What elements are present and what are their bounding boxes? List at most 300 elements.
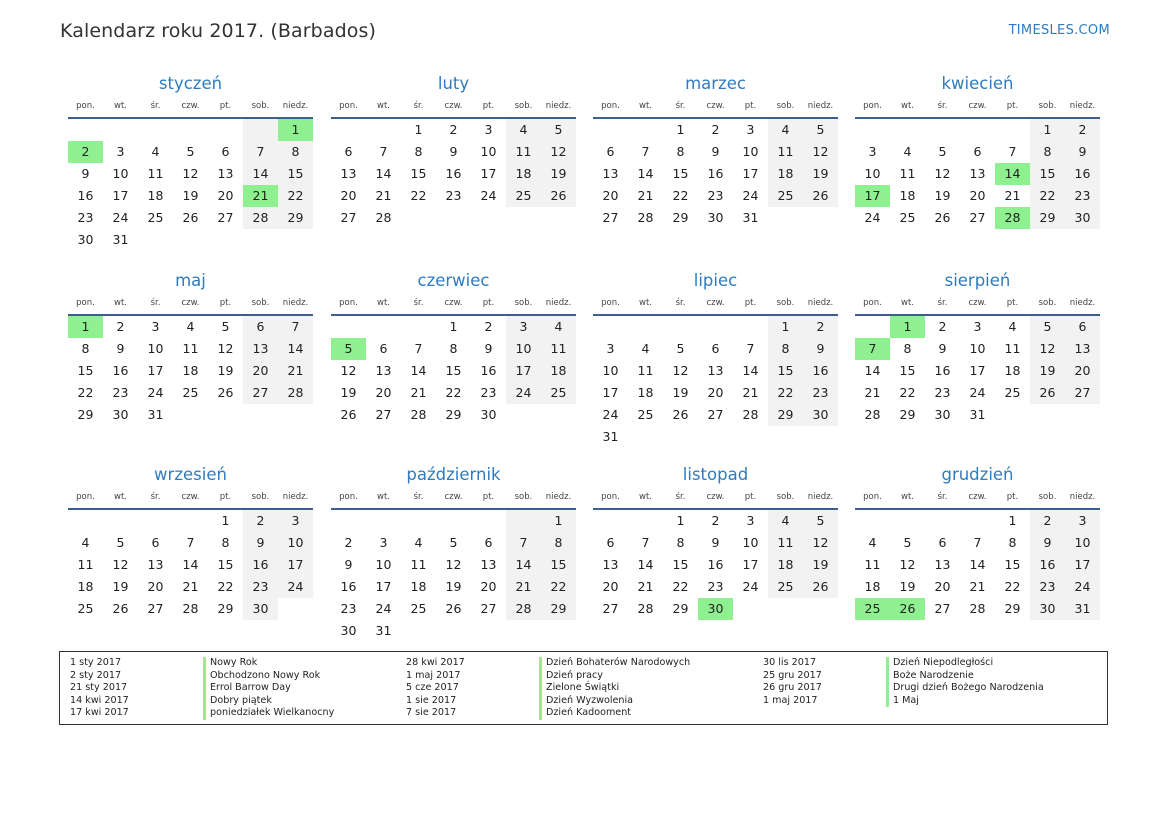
- empty-day-cell: [506, 510, 541, 532]
- month-6: [593, 270, 838, 448]
- day-cell: 22: [1004, 579, 1021, 594]
- weekday-label: czw.: [968, 492, 987, 502]
- day-cell: 12: [112, 557, 129, 572]
- day-cell: 7: [414, 341, 423, 356]
- day-cell: 16: [1030, 554, 1065, 576]
- weekday-label: pt.: [1006, 298, 1019, 308]
- legend-date: 26 gru 2017: [763, 682, 822, 694]
- day-cell: 26: [182, 210, 199, 225]
- day-cell: 3: [484, 122, 493, 137]
- day-cell: 5: [1030, 316, 1065, 338]
- day-cell: 23: [112, 385, 129, 400]
- day-cell: 6: [243, 316, 278, 338]
- day-cell: 6: [938, 535, 947, 550]
- weekday-label: pt.: [482, 298, 495, 308]
- holiday-day-cell: 17: [855, 185, 890, 207]
- day-cell: 30: [707, 210, 724, 225]
- legend-date: 2 sty 2017: [70, 669, 122, 681]
- weekday-label: śr.: [413, 492, 424, 502]
- day-cell: 13: [217, 166, 234, 181]
- day-cell: 3: [506, 316, 541, 338]
- day-cell: 10: [864, 166, 881, 181]
- day-cell: 12: [340, 363, 357, 378]
- day-cell: 6: [973, 144, 982, 159]
- day-cell: 20: [969, 188, 986, 203]
- day-cell: 16: [340, 579, 357, 594]
- weekday-label: niedz.: [282, 101, 309, 111]
- weekday-label: śr.: [937, 492, 948, 502]
- day-cell: 15: [672, 166, 689, 181]
- day-cell: 28: [410, 407, 427, 422]
- month-5: [331, 270, 576, 426]
- day-cell: 19: [217, 363, 234, 378]
- weekday-label: czw.: [444, 492, 463, 502]
- day-cell: 11: [637, 363, 654, 378]
- day-cell: 15: [278, 163, 313, 185]
- day-cell: 26: [541, 185, 576, 207]
- holiday-legend: [59, 651, 1108, 725]
- month-3: [855, 73, 1100, 229]
- empty-day-cell: [173, 119, 208, 141]
- day-cell: 14: [864, 363, 881, 378]
- day-cell: 15: [445, 363, 462, 378]
- holiday-day-cell: 25: [855, 598, 890, 620]
- day-cell: 18: [147, 188, 164, 203]
- weekday-label: pon.: [863, 492, 882, 502]
- day-cell: 7: [746, 341, 755, 356]
- day-grid: [593, 119, 838, 229]
- month-2: [593, 73, 838, 229]
- empty-day-cell: [243, 119, 278, 141]
- day-cell: 25: [768, 185, 803, 207]
- day-cell: 16: [803, 360, 838, 382]
- weekday-label: czw.: [706, 101, 725, 111]
- weekday-label: niedz.: [545, 492, 572, 502]
- legend-date: 21 sty 2017: [70, 682, 128, 694]
- day-cell: 2: [243, 510, 278, 532]
- empty-day-cell: [366, 510, 401, 532]
- weekday-header: [593, 489, 838, 510]
- day-cell: 31: [147, 407, 164, 422]
- day-cell: 25: [899, 210, 916, 225]
- weekday-header: [331, 295, 576, 316]
- day-cell: 16: [1065, 163, 1100, 185]
- day-cell: 25: [182, 385, 199, 400]
- day-cell: 30: [340, 623, 357, 638]
- day-cell: 20: [243, 360, 278, 382]
- month-8: [68, 464, 313, 620]
- weekday-header: [593, 98, 838, 119]
- day-cell: 20: [340, 188, 357, 203]
- empty-day-cell: [628, 316, 663, 338]
- empty-day-cell: [925, 510, 960, 532]
- day-cell: 21: [182, 579, 199, 594]
- month-10: [593, 464, 838, 620]
- day-cell: 29: [672, 210, 689, 225]
- weekday-label: śr.: [675, 101, 686, 111]
- weekday-label: wt.: [639, 492, 652, 502]
- day-cell: 18: [541, 360, 576, 382]
- day-cell: 6: [606, 535, 615, 550]
- day-cell: 13: [147, 557, 164, 572]
- weekday-label: śr.: [413, 298, 424, 308]
- day-cell: 9: [711, 535, 720, 550]
- weekday-label: śr.: [675, 298, 686, 308]
- month-4: [68, 270, 313, 426]
- day-cell: 19: [934, 188, 951, 203]
- day-cell: 17: [969, 363, 986, 378]
- weekday-label: pon.: [76, 101, 95, 111]
- month-name: grudzień: [941, 465, 1014, 484]
- holiday-day-cell: 1: [278, 119, 313, 141]
- weekday-label: wt.: [377, 492, 390, 502]
- day-cell: 12: [445, 557, 462, 572]
- day-cell: 22: [672, 188, 689, 203]
- day-cell: 15: [541, 554, 576, 576]
- day-cell: 27: [707, 407, 724, 422]
- day-cell: 8: [1008, 535, 1017, 550]
- day-cell: 1: [768, 316, 803, 338]
- day-cell: 19: [182, 188, 199, 203]
- day-cell: 12: [803, 532, 838, 554]
- day-cell: 29: [541, 598, 576, 620]
- empty-day-cell: [331, 119, 366, 141]
- day-cell: 28: [637, 210, 654, 225]
- empty-day-cell: [401, 510, 436, 532]
- day-cell: 29: [217, 601, 234, 616]
- empty-day-cell: [471, 510, 506, 532]
- legend-holiday-name: poniedziałek Wielkanocny: [203, 707, 334, 720]
- day-cell: 30: [1030, 598, 1065, 620]
- day-cell: 15: [1004, 557, 1021, 572]
- day-cell: 9: [484, 341, 493, 356]
- day-cell: 23: [77, 210, 94, 225]
- day-cell: 14: [506, 554, 541, 576]
- weekday-label: pt.: [219, 492, 232, 502]
- day-cell: 15: [899, 363, 916, 378]
- legend-date: 1 maj 2017: [763, 694, 818, 706]
- day-cell: 26: [445, 601, 462, 616]
- day-cell: 27: [217, 210, 234, 225]
- month-name: czerwiec: [417, 271, 490, 290]
- day-cell: 4: [868, 535, 877, 550]
- day-cell: 29: [278, 207, 313, 229]
- weekday-label: wt.: [639, 298, 652, 308]
- day-cell: 17: [278, 554, 313, 576]
- empty-day-cell: [593, 316, 628, 338]
- day-cell: 27: [934, 601, 951, 616]
- day-cell: 12: [803, 141, 838, 163]
- empty-day-cell: [960, 510, 995, 532]
- day-cell: 18: [1004, 363, 1021, 378]
- day-cell: 28: [278, 382, 313, 404]
- holiday-day-cell: 14: [995, 163, 1030, 185]
- empty-day-cell: [890, 510, 925, 532]
- day-cell: 6: [1065, 316, 1100, 338]
- day-cell: 16: [934, 363, 951, 378]
- day-cell: 6: [344, 144, 353, 159]
- weekday-label: sob.: [514, 492, 533, 502]
- day-cell: 22: [768, 382, 803, 404]
- day-cell: 30: [243, 598, 278, 620]
- day-cell: 4: [641, 341, 650, 356]
- day-cell: 24: [375, 601, 392, 616]
- weekday-label: pon.: [339, 298, 358, 308]
- weekday-label: sob.: [251, 101, 270, 111]
- day-cell: 3: [606, 341, 615, 356]
- day-cell: 21: [375, 188, 392, 203]
- day-cell: 27: [147, 601, 164, 616]
- weekday-label: sob.: [776, 101, 795, 111]
- day-cell: 28: [637, 601, 654, 616]
- day-cell: 22: [1030, 185, 1065, 207]
- day-cell: 28: [182, 601, 199, 616]
- empty-day-cell: [366, 316, 401, 338]
- weekday-label: śr.: [150, 101, 161, 111]
- day-cell: 26: [340, 407, 357, 422]
- weekday-label: pt.: [744, 492, 757, 502]
- day-cell: 8: [676, 535, 685, 550]
- day-cell: 17: [112, 188, 129, 203]
- legend-date: 17 kwi 2017: [70, 707, 129, 719]
- day-cell: 5: [541, 119, 576, 141]
- day-cell: 29: [77, 407, 94, 422]
- brand-link[interactable]: TIMESLES.COM: [1008, 23, 1110, 38]
- legend-holiday-name: Obchodzono Nowy Rok: [203, 670, 334, 683]
- day-cell: 2: [344, 535, 353, 550]
- month-name: kwiecień: [941, 74, 1014, 93]
- day-cell: 19: [899, 579, 916, 594]
- day-cell: 10: [480, 144, 497, 159]
- weekday-label: niedz.: [545, 101, 572, 111]
- day-cell: 8: [221, 535, 230, 550]
- day-cell: 23: [1065, 185, 1100, 207]
- day-cell: 1: [449, 319, 458, 334]
- day-cell: 22: [672, 579, 689, 594]
- weekday-label: sob.: [251, 492, 270, 502]
- day-cell: 5: [938, 144, 947, 159]
- weekday-label: pt.: [1006, 492, 1019, 502]
- day-cell: 24: [969, 385, 986, 400]
- empty-day-cell: [628, 119, 663, 141]
- day-cell: 27: [243, 382, 278, 404]
- day-cell: 18: [899, 188, 916, 203]
- weekday-header: [855, 98, 1100, 119]
- day-cell: 11: [541, 338, 576, 360]
- day-cell: 25: [77, 601, 94, 616]
- day-cell: 13: [375, 363, 392, 378]
- day-cell: 10: [278, 532, 313, 554]
- day-cell: 23: [445, 188, 462, 203]
- month-name: marzec: [685, 74, 746, 93]
- empty-day-cell: [103, 510, 138, 532]
- holiday-day-cell: 30: [698, 598, 733, 620]
- weekday-label: wt.: [114, 101, 127, 111]
- day-cell: 1: [414, 122, 423, 137]
- day-cell: 14: [278, 338, 313, 360]
- day-cell: 23: [1030, 576, 1065, 598]
- day-cell: 18: [182, 363, 199, 378]
- day-cell: 16: [243, 554, 278, 576]
- day-cell: 22: [410, 188, 427, 203]
- day-cell: 21: [506, 576, 541, 598]
- day-cell: 7: [278, 316, 313, 338]
- day-cell: 3: [278, 510, 313, 532]
- day-cell: 7: [641, 144, 650, 159]
- empty-day-cell: [173, 510, 208, 532]
- day-cell: 31: [742, 210, 759, 225]
- day-cell: 12: [541, 141, 576, 163]
- empty-day-cell: [138, 510, 173, 532]
- day-cell: 10: [375, 557, 392, 572]
- day-cell: 5: [903, 535, 912, 550]
- day-cell: 27: [340, 210, 357, 225]
- day-cell: 4: [81, 535, 90, 550]
- day-cell: 20: [602, 188, 619, 203]
- day-cell: 5: [116, 535, 125, 550]
- empty-day-cell: [890, 119, 925, 141]
- weekday-header: [68, 98, 313, 119]
- day-cell: 9: [803, 338, 838, 360]
- day-cell: 26: [112, 601, 129, 616]
- day-cell: 10: [112, 166, 129, 181]
- legend-date-column: [70, 657, 129, 720]
- day-cell: 8: [768, 338, 803, 360]
- day-grid: [593, 510, 838, 620]
- day-cell: 30: [803, 404, 838, 426]
- day-cell: 30: [112, 407, 129, 422]
- day-cell: 17: [742, 557, 759, 572]
- day-cell: 4: [903, 144, 912, 159]
- day-cell: 6: [711, 341, 720, 356]
- day-cell: 17: [147, 363, 164, 378]
- weekday-label: sob.: [1038, 101, 1057, 111]
- day-grid: [855, 316, 1100, 426]
- day-cell: 8: [449, 341, 458, 356]
- weekday-label: niedz.: [282, 492, 309, 502]
- day-cell: 21: [278, 360, 313, 382]
- weekday-label: pon.: [339, 101, 358, 111]
- day-cell: 9: [711, 144, 720, 159]
- day-cell: 1: [1030, 119, 1065, 141]
- month-1: [331, 73, 576, 229]
- day-grid: [855, 119, 1100, 229]
- day-cell: 16: [445, 166, 462, 181]
- day-cell: 25: [147, 210, 164, 225]
- day-cell: 9: [81, 166, 90, 181]
- day-cell: 22: [445, 385, 462, 400]
- day-cell: 10: [1065, 532, 1100, 554]
- weekday-header: [855, 489, 1100, 510]
- day-cell: 24: [602, 407, 619, 422]
- empty-day-cell: [855, 119, 890, 141]
- weekday-label: niedz.: [1069, 298, 1096, 308]
- legend-holiday-name: Dzień Niepodległości: [886, 657, 1044, 670]
- holiday-day-cell: 1: [68, 316, 103, 338]
- weekday-label: śr.: [937, 101, 948, 111]
- day-cell: 3: [151, 319, 160, 334]
- day-cell: 8: [1030, 141, 1065, 163]
- day-cell: 18: [864, 579, 881, 594]
- day-cell: 1: [676, 513, 685, 528]
- empty-day-cell: [103, 119, 138, 141]
- day-cell: 31: [602, 429, 619, 444]
- legend-date: 1 maj 2017: [406, 669, 461, 681]
- weekday-label: pon.: [339, 492, 358, 502]
- day-cell: 26: [803, 576, 838, 598]
- day-cell: 12: [217, 341, 234, 356]
- holiday-day-cell: 21: [243, 185, 278, 207]
- day-cell: 20: [707, 385, 724, 400]
- day-cell: 16: [707, 557, 724, 572]
- legend-holiday-name: Dzień Bohaterów Narodowych: [539, 657, 690, 670]
- empty-day-cell: [925, 119, 960, 141]
- day-cell: 15: [672, 557, 689, 572]
- day-cell: 30: [77, 232, 94, 247]
- weekday-header: [68, 489, 313, 510]
- empty-day-cell: [68, 119, 103, 141]
- empty-day-cell: [331, 510, 366, 532]
- weekday-label: czw.: [968, 101, 987, 111]
- legend-holiday-name: 1 Maj: [886, 695, 1044, 708]
- day-cell: 23: [803, 382, 838, 404]
- day-cell: 3: [1065, 510, 1100, 532]
- day-cell: 19: [445, 579, 462, 594]
- legend-holiday-name: Dzień pracy: [539, 670, 690, 683]
- day-cell: 10: [147, 341, 164, 356]
- weekday-label: niedz.: [807, 298, 834, 308]
- holiday-day-cell: 26: [890, 598, 925, 620]
- weekday-label: sob.: [1038, 492, 1057, 502]
- day-cell: 1: [541, 510, 576, 532]
- empty-day-cell: [960, 119, 995, 141]
- day-cell: 19: [672, 385, 689, 400]
- day-cell: 13: [1065, 338, 1100, 360]
- month-9: [331, 464, 576, 642]
- day-cell: 21: [864, 385, 881, 400]
- day-cell: 15: [410, 166, 427, 181]
- day-cell: 11: [410, 557, 427, 572]
- day-cell: 28: [742, 407, 759, 422]
- day-cell: 19: [803, 163, 838, 185]
- day-cell: 16: [112, 363, 129, 378]
- legend-date: 30 lis 2017: [763, 657, 817, 668]
- weekday-label: wt.: [114, 298, 127, 308]
- weekday-label: pon.: [76, 492, 95, 502]
- weekday-header: [855, 295, 1100, 316]
- holiday-day-cell: 2: [68, 141, 103, 163]
- empty-day-cell: [628, 510, 663, 532]
- day-cell: 24: [742, 188, 759, 203]
- day-cell: 26: [934, 210, 951, 225]
- day-cell: 5: [676, 341, 685, 356]
- weekday-label: wt.: [639, 101, 652, 111]
- day-cell: 25: [541, 382, 576, 404]
- day-cell: 24: [506, 382, 541, 404]
- day-cell: 1: [1008, 513, 1017, 528]
- holiday-day-cell: 28: [995, 207, 1030, 229]
- weekday-label: wt.: [114, 492, 127, 502]
- weekday-label: sob.: [514, 101, 533, 111]
- day-cell: 14: [637, 557, 654, 572]
- legend-date: 28 kwi 2017: [406, 657, 465, 668]
- day-cell: 10: [742, 535, 759, 550]
- day-cell: 4: [414, 535, 423, 550]
- day-cell: 22: [217, 579, 234, 594]
- month-name: październik: [406, 465, 501, 484]
- holiday-day-cell: 1: [890, 316, 925, 338]
- holiday-day-cell: 7: [855, 338, 890, 360]
